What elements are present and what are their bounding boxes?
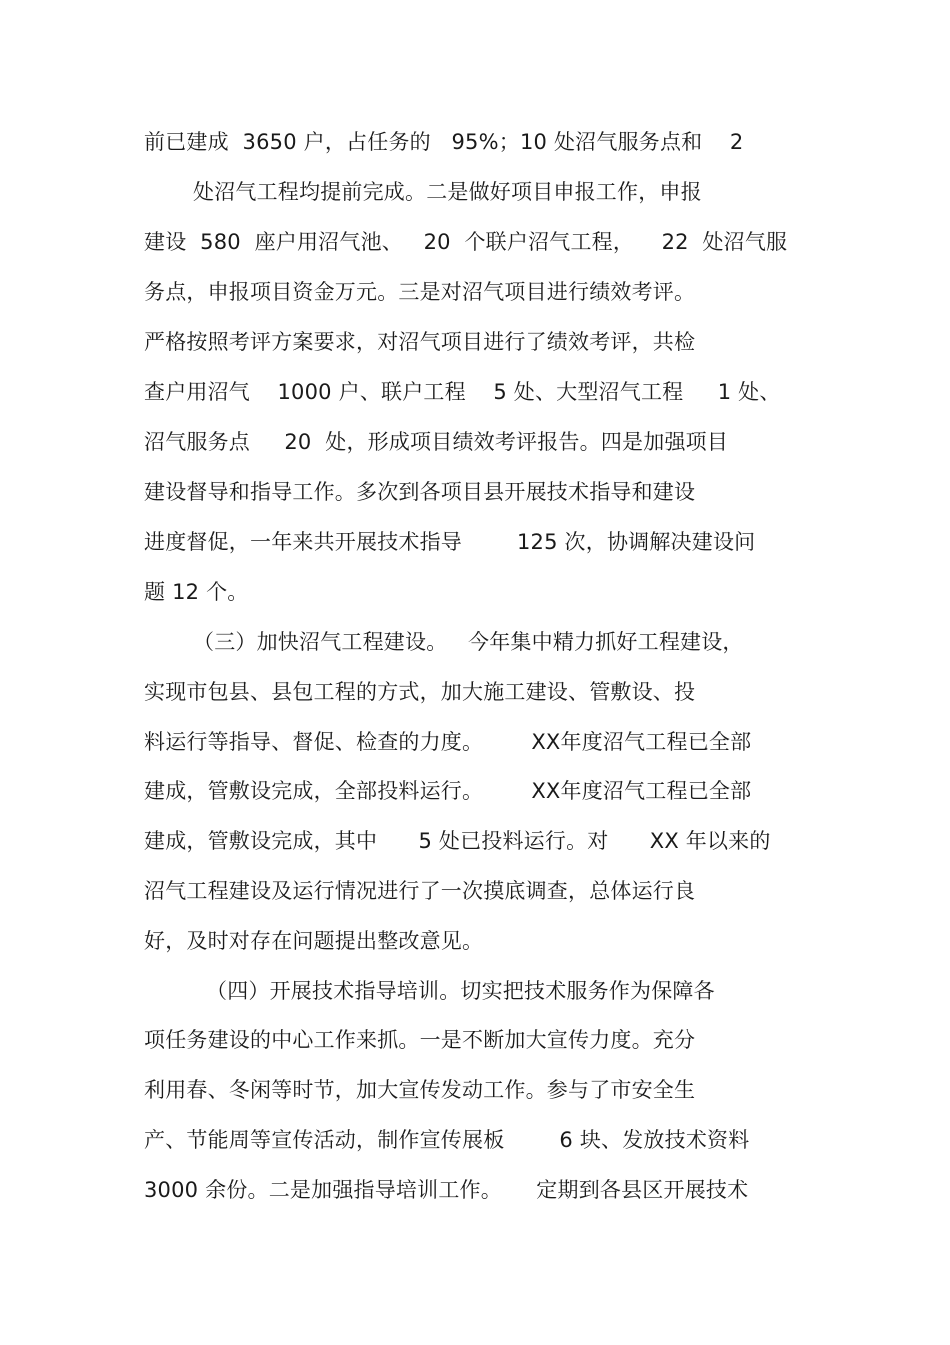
text-line-3: 建设 580 座户用沼气池、 20 个联户沼气工程， 22 处沼气服 xyxy=(144,230,788,254)
text-line-1: 前已建成 3650 户，占任务的 95%；10 处沼气服务点和 2 xyxy=(144,130,744,154)
text-line-16: 沼气工程建设及运行情况进行了一次摸底调查，总体运行良 xyxy=(144,879,696,903)
text-line-14: 建成，管敷设完成，全部投料运行。 XX年度沼气工程已全部 xyxy=(144,779,752,803)
text-line-19: 项任务建设的中心工作来抓。一是不断加大宣传力度。充分 xyxy=(144,1028,696,1052)
text-line-13: 料运行等指导、督促、检查的力度。 XX年度沼气工程已全部 xyxy=(144,730,752,754)
text-line-10: 题 12 个。 xyxy=(144,580,249,604)
text-line-20: 利用春、冬闲等时节，加大宣传发动工作。参与了市安全生 xyxy=(144,1078,696,1102)
text-line-4: 务点，申报项目资金万元。三是对沼气项目进行绩效考评。 xyxy=(144,280,696,304)
text-line-9: 进度督促，一年来共开展技术指导 125 次，协调解决建设问 xyxy=(144,530,756,554)
text-line-5: 严格按照考评方案要求，对沼气项目进行了绩效考评，共检 xyxy=(144,330,696,354)
text-line-17: 好，及时对存在问题提出整改意见。 xyxy=(144,929,484,953)
text-line-11: （三）加快沼气工程建设。 今年集中精力抓好工程建设， xyxy=(193,630,744,654)
text-line-15: 建成，管敷设完成，其中 5 处已投料运行。对 XX 年以来的 xyxy=(144,829,771,853)
text-line-21: 产、节能周等宣传活动，制作宣传展板 6 块、发放技术资料 xyxy=(144,1128,750,1152)
text-line-7: 沼气服务点 20 处，形成项目绩效考评报告。四是加强项目 xyxy=(144,430,729,454)
text-line-6: 查户用沼气 1000 户、联户工程 5 处、大型沼气工程 1 处、 xyxy=(144,380,781,404)
text-line-8: 建设督导和指导工作。多次到各项目县开展技术指导和建设 xyxy=(144,480,696,504)
text-line-12: 实现市包县、县包工程的方式，加大施工建设、管敷设、投 xyxy=(144,680,696,704)
text-line-2: 处沼气工程均提前完成。二是做好项目申报工作，申报 xyxy=(193,180,702,204)
text-line-18: （四）开展技术指导培训。切实把技术服务作为保障各 xyxy=(206,979,715,1003)
text-line-22: 3000 余份。二是加强指导培训工作。 定期到各县区开展技术 xyxy=(144,1178,749,1202)
